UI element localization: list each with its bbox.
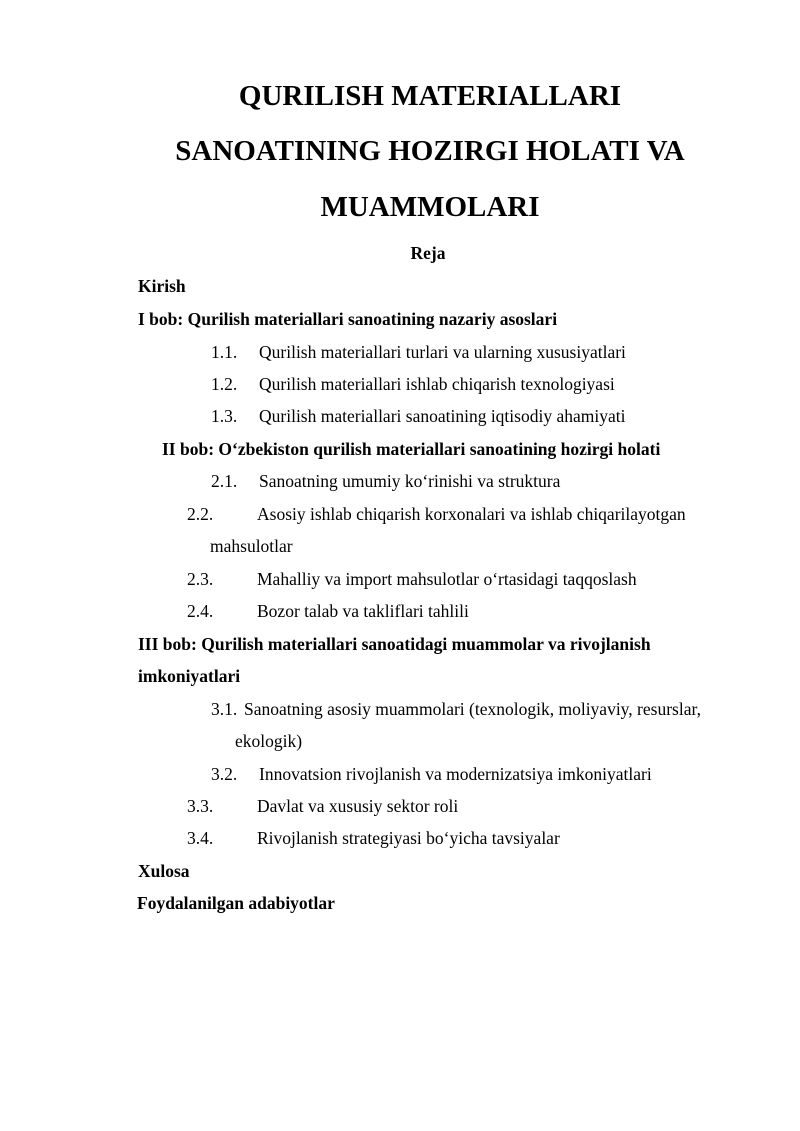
plan-heading: Reja <box>410 243 446 263</box>
document-title-line-2: SANOATINING HOZIRGI HOLATI VA <box>175 135 685 167</box>
item-2-2-number: 2.2. <box>187 504 214 524</box>
chapter-3-heading: III bob: Qurilish materiallari sanoatidagi muammolar va rivojlanish <box>138 634 651 654</box>
item-2-3-number: 2.3. <box>187 569 214 589</box>
item-2-1-number: 2.1. <box>211 471 238 491</box>
document-title-line-1: QURILISH MATERIALLARI <box>238 80 622 112</box>
item-3-3-text: Davlat va xususiy sektor roli <box>257 796 459 816</box>
item-3-4-number: 3.4. <box>187 828 214 848</box>
item-1-1-number: 1.1. <box>211 342 238 362</box>
item-3-2-text: Innovatsion rivojlanish va modernizatsiya imkoniyatlari <box>259 764 652 784</box>
document-title-line-3: MUAMMOLARI <box>320 191 540 223</box>
item-2-4-text: Bozor talab va takliflari tahlili <box>257 601 469 621</box>
intro-heading: Kirish <box>138 276 186 296</box>
item-2-1-text: Sanoatning umumiy ko‘rinishi va struktura <box>259 471 561 491</box>
item-2-2-text: Asosiy ishlab chiqarish korxonalari va ishlab chiqarilayotgan <box>257 504 686 524</box>
references-heading: Foydalanilgan adabiyotlar <box>137 893 335 913</box>
chapter-2-heading: II bob: O‘zbekiston qurilish materiallari sanoatining hozirgi holati <box>162 439 661 459</box>
item-3-1-text: Sanoatning asosiy muammolari (texnologik, moliyaviy, resurslar, <box>244 699 701 719</box>
conclusion-heading: Xulosa <box>138 861 190 881</box>
chapter-1-heading: I bob: Qurilish materiallari sanoatining nazariy asoslari <box>138 309 558 329</box>
item-1-3-text: Qurilish materiallari sanoatining iqtisodiy ahamiyati <box>259 406 626 426</box>
item-3-1-text-continued: ekologik) <box>235 731 303 751</box>
item-1-3-number: 1.3. <box>211 406 238 426</box>
item-1-1-text: Qurilish materiallari turlari va ularning xususiyatlari <box>259 342 626 362</box>
item-3-3-number: 3.3. <box>187 796 214 816</box>
item-2-2-text-continued: mahsulotlar <box>210 536 293 556</box>
item-1-2-text: Qurilish materiallari ishlab chiqarish texnologiyasi <box>259 374 615 394</box>
item-3-2-number: 3.2. <box>211 764 238 784</box>
chapter-3-heading-continued: imkoniyatlari <box>138 666 241 686</box>
item-3-4-text: Rivojlanish strategiyasi bo‘yicha tavsiyalar <box>257 828 560 848</box>
item-3-1-number: 3.1. <box>211 699 238 719</box>
item-2-3-text: Mahalliy va import mahsulotlar o‘rtasidagi taqqoslash <box>257 569 637 589</box>
item-2-4-number: 2.4. <box>187 601 214 621</box>
item-1-2-number: 1.2. <box>211 374 238 394</box>
